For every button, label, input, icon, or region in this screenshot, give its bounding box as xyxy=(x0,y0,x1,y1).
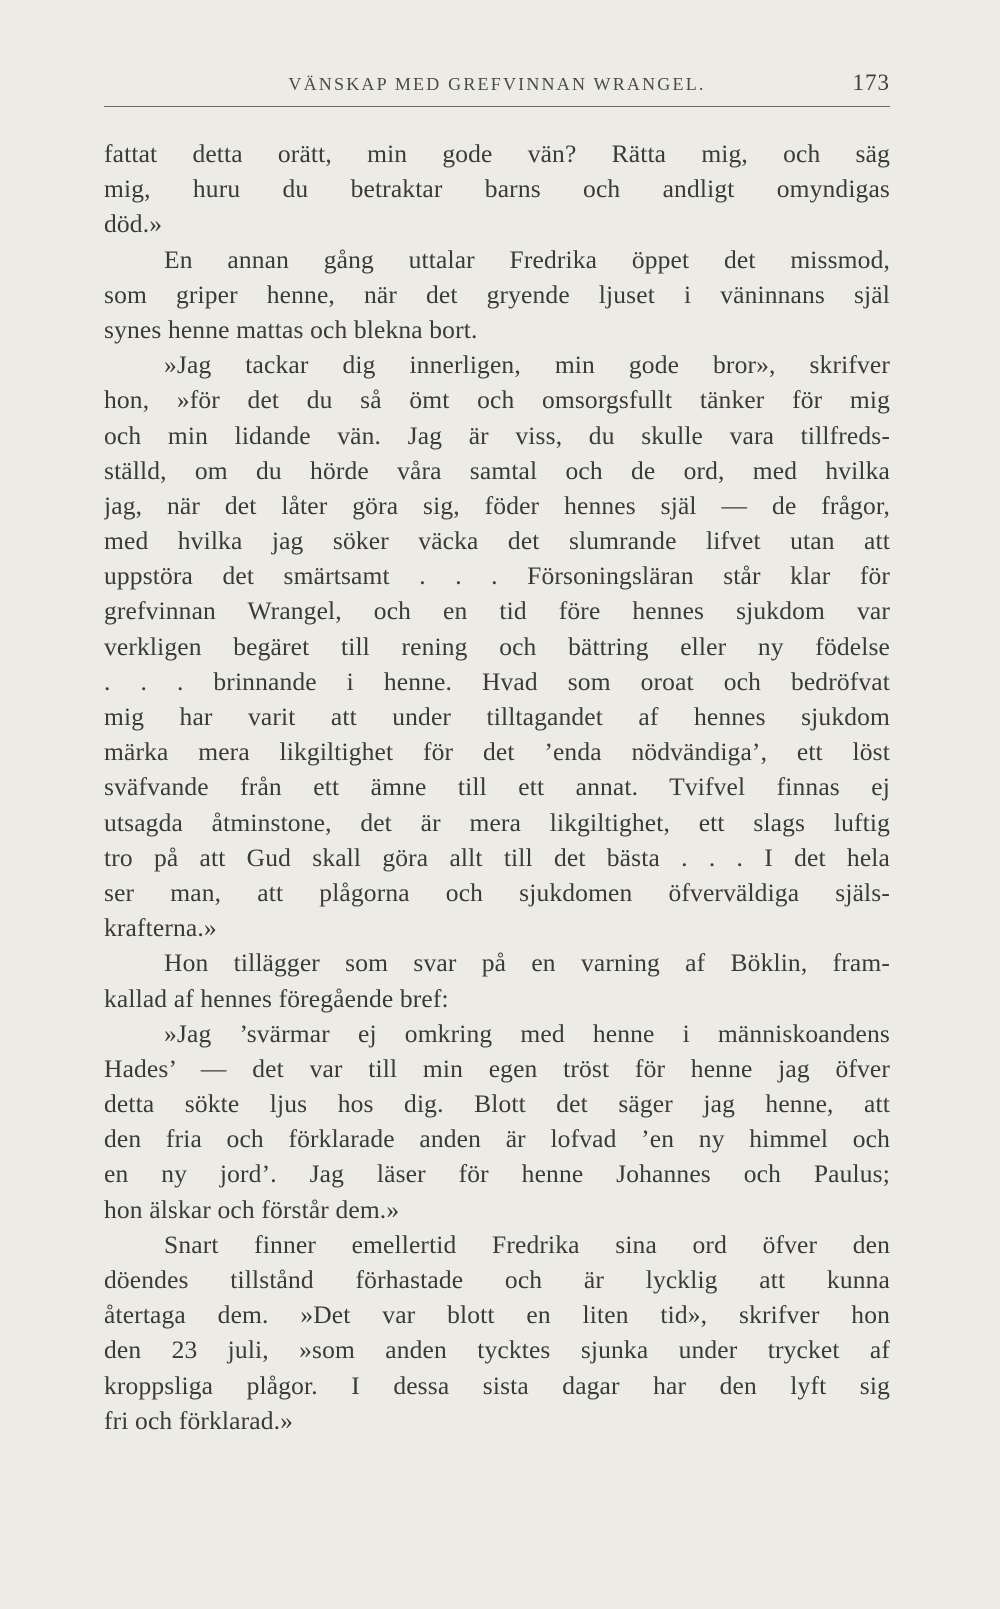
text-line: märka mera likgiltighet för det ’enda nödvändiga’, ett löst xyxy=(104,737,890,767)
text-line: mig har varit att under tilltagandet af hennes sjukdom xyxy=(104,702,890,731)
text-line: kroppsliga plågor. I dessa sista dagar har den lyft sig xyxy=(104,1370,890,1400)
text-line: Snart finner emellertid Fredrika sina ord öfver den xyxy=(164,1229,890,1259)
body-text xyxy=(104,136,890,1438)
text-line: den 23 juli, »som anden tycktes sjunka under trycket af xyxy=(104,1335,890,1365)
text-line: fri och förklarad.» xyxy=(104,1405,294,1435)
text-line: tro på att Gud skall göra allt till det bästa . . . I det hela xyxy=(104,842,890,872)
text-line: jag, när det låter göra sig, föder hennes själ — de frågor, xyxy=(104,490,890,520)
text-line: uppstöra det smärtsamt . . . Försoningsläran står klar för xyxy=(104,561,890,591)
running-head xyxy=(104,70,890,107)
text-line: och min lidande vän. Jag är viss, du skulle vara tillfreds- xyxy=(104,420,890,450)
text-line: synes henne mattas och blekna bort. xyxy=(104,314,478,344)
text-line: sväfvande från ett ämne till ett annat. Tvifvel finnas ej xyxy=(104,772,890,802)
text-line: »Jag tackar dig innerligen, min gode bror», skrifver xyxy=(164,350,890,380)
text-line: Hon tillägger som svar på en varning af Böklin, fram- xyxy=(164,948,890,978)
text-line: grefvinnan Wrangel, och en tid före hennes sjukdom var xyxy=(104,596,890,626)
text-line: fattat detta orätt, min gode vän? Rätta mig, och säg xyxy=(104,139,890,168)
text-line: kallad af hennes föregående bref: xyxy=(104,983,449,1013)
text-line: krafterna.» xyxy=(104,913,217,943)
text-line: mig, huru du betraktar barns och andligt omyndigas xyxy=(104,174,890,204)
text-line: utsagda åtminstone, det är mera likgiltighet, ett slags luftig xyxy=(104,807,890,837)
text-line: ser man, att plågorna och sjukdomen öfverväldiga själs- xyxy=(104,877,890,907)
text-line: En annan gång uttalar Fredrika öppet det missmod, xyxy=(164,244,890,274)
text-line: verkligen begäret till rening och bättring eller ny födelse xyxy=(104,631,890,661)
text-line: med hvilka jag söker väcka det slumrande lifvet utan att xyxy=(104,526,890,556)
text-line: »Jag ’svärmar ej omkring med henne i människoandens xyxy=(164,1018,890,1048)
text-line: . . . brinnande i henne. Hvad som oroat och bedröfvat xyxy=(104,666,890,696)
text-line: den fria och förklarade anden är lofvad ’en ny himmel och xyxy=(104,1124,890,1154)
text-line: hon, »för det du så ömt och omsorgsfullt tänker för mig xyxy=(104,385,890,415)
text-line: ställd, om du hörde våra samtal och de ord, med hvilka xyxy=(104,455,890,485)
text-line: en ny jord’. Jag läser för henne Johannes och Paulus; xyxy=(104,1159,890,1189)
page-number: 173 xyxy=(852,70,890,95)
running-title: VÄNSKAP MED GREFVINNAN WRANGEL. xyxy=(288,74,706,94)
text-line: hon älskar och förstår dem.» xyxy=(104,1194,400,1224)
text-line: Hades’ — det var till min egen tröst för henne jag öfver xyxy=(104,1053,890,1083)
text-line: döendes tillstånd förhastade och är lycklig att kunna xyxy=(104,1265,890,1294)
text-line: detta sökte ljus hos dig. Blott det säger jag henne, att xyxy=(104,1089,890,1119)
text-line: återtaga dem. »Det var blott en liten tid», skrifver hon xyxy=(104,1300,890,1330)
text-line: död.» xyxy=(104,209,163,239)
text-line: som griper henne, när det gryende ljuset i väninnans själ xyxy=(104,279,890,309)
